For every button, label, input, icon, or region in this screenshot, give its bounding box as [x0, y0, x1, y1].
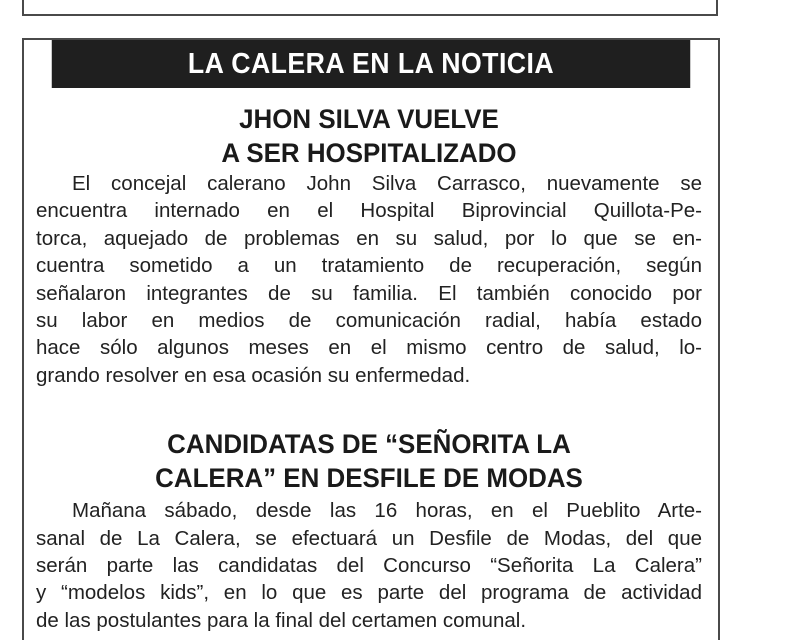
headline-line: JHON SILVA VUELVE [239, 104, 499, 134]
previous-article-box [22, 0, 718, 16]
body-line: torca, aquejado de problemas en su salud, por lo que se en- [36, 226, 702, 250]
article-hospitalization [24, 102, 718, 389]
body-line: sanal de La Calera, se efectuará un Desfile de Modas, del que [36, 526, 702, 550]
section-header: LA CALERA EN LA NOTICIA [52, 40, 690, 88]
article-headline [36, 427, 702, 495]
article-fashion-show [24, 427, 718, 634]
news-section [22, 38, 720, 640]
headline-line: CALERA” EN DESFILE DE MODAS [155, 463, 583, 494]
body-line: de las postulantes para la final del certamen comunal. [36, 608, 527, 632]
article-headline [36, 102, 702, 170]
body-line: cuentra sometido a un tratamiento de recuperación, según [36, 254, 702, 278]
body-line: señalaron integrantes de su familia. El también conocido por [36, 281, 702, 305]
body-line: El concejal calerano John Silva Carrasco, nuevamente se [72, 172, 702, 195]
body-line: Mañana sábado, desde las 16 horas, en el Pueblito Arte- [72, 499, 702, 523]
body-line: serán parte las candidatas del Concurso “Señorita La Calera” [36, 554, 702, 578]
article-body [36, 170, 702, 389]
body-line: y “modelos kids”, en lo que es parte del programa de actividad [36, 581, 702, 605]
headline-line: A SER HOSPITALIZADO [221, 138, 517, 168]
body-line: encuentra internado en el Hospital Biprovincial Quillota-Pe- [36, 199, 702, 223]
headline-line: CANDIDATAS DE “SEÑORITA LA [167, 429, 571, 460]
body-line: grando resolver en esa ocasión su enfermedad. [36, 363, 471, 387]
article-body [36, 497, 702, 634]
body-line: hace sólo algunos meses en el mismo centro de salud, lo- [36, 336, 702, 360]
body-line: su labor en medios de comunicación radial, había estado [36, 309, 702, 333]
